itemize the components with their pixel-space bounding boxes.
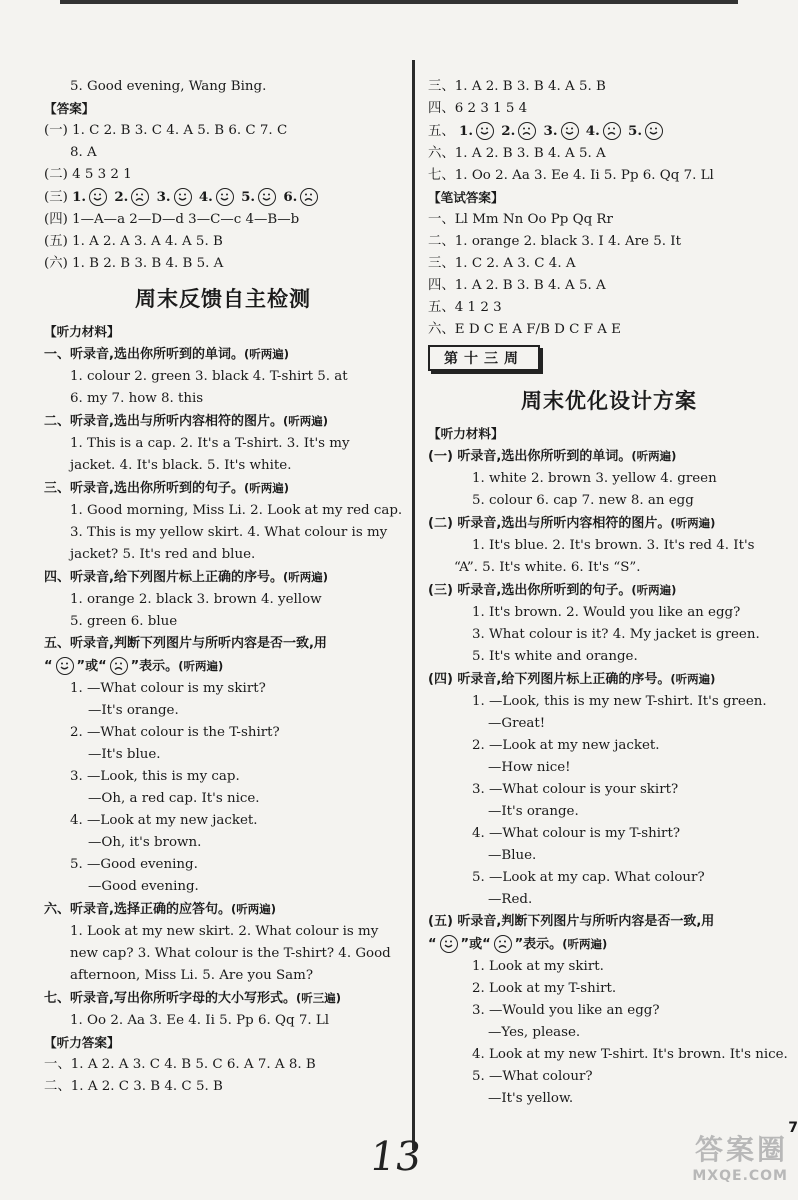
sad-face-icon: [300, 188, 318, 206]
answer-line: 三、1. C 2. A 3. C 4. A: [428, 256, 576, 271]
dialog-line: —Good evening.: [88, 879, 199, 894]
question-heading: (三) 听录音,选出你所听到的句子。: [428, 583, 632, 598]
answer-line: 三、1. A 2. B 3. B 4. A 5. B: [428, 79, 606, 94]
left-column: [44, 76, 402, 1098]
section-title: 周末反馈自主检测: [135, 287, 311, 311]
right-column: [428, 76, 790, 1110]
dialog-line: —Yes, please.: [488, 1025, 581, 1040]
item-num: 6.: [283, 189, 298, 205]
text-line: 1. It's blue. 2. It's brown. 3. It's red 4. It's: [472, 538, 755, 553]
listening-heading: 【听力材料】: [428, 426, 504, 441]
note: (听两遍): [243, 347, 289, 361]
dialog-line: —Great!: [488, 716, 546, 731]
note: (听两遍): [631, 583, 677, 597]
smile-face-icon: [89, 188, 107, 206]
tail-text: ”表示。: [130, 659, 179, 674]
smile-face-icon: [476, 122, 494, 140]
answer-line: 二、1. orange 2. black 3. I 4. Are 5. It: [428, 234, 681, 249]
dialog-line: 2. Look at my T-shirt.: [472, 981, 617, 996]
answer-line: 8. A: [70, 145, 97, 160]
dialog-line: 4. —What colour is my T-shirt?: [472, 826, 681, 841]
text-line: “A”. 5. It's white. 6. It's “S”.: [454, 560, 641, 575]
note: (听两遍): [282, 570, 328, 584]
text-line: 5. colour 6. cap 7. new 8. an egg: [472, 493, 694, 508]
answer-heading: 【答案】: [44, 101, 95, 116]
answer-line: (四) 1—A—a 2—D—d 3—C—c 4—B—b: [44, 212, 300, 227]
note: (听两遍): [282, 414, 328, 428]
dialog-line: 5. —What colour?: [472, 1069, 593, 1084]
dialog-line: 1. —What colour is my skirt?: [70, 681, 266, 696]
answer-line: 六、E D C E A F/B D C F A E: [428, 322, 621, 337]
smile-face-icon: [56, 657, 74, 675]
top-rule: [60, 0, 738, 4]
dialog-line: 1. —Look, this is my new T-shirt. It's green.: [472, 694, 767, 709]
answer-line: (一) 1. C 2. B 3. C 4. A 5. B 6. C 7. C: [44, 123, 288, 138]
dialog-line: —It's yellow.: [488, 1091, 574, 1106]
question-heading: 五、听录音,判断下列图片与所听内容是否一致,用: [44, 636, 327, 651]
written-answer-heading: 【笔试答案】: [428, 190, 504, 205]
text-line: 1. Look at my new skirt. 2. What colour is my: [70, 924, 379, 939]
dialog-line: —Blue.: [488, 848, 537, 863]
sad-face-icon: [494, 935, 512, 953]
or-text: ”或“: [76, 659, 107, 674]
dialog-line: 3. —Would you like an egg?: [472, 1003, 660, 1018]
text-line: 5. Good evening, Wang Bing.: [70, 79, 267, 94]
sad-face-icon: [110, 657, 128, 675]
or-text: ”或“: [460, 937, 491, 952]
question-heading: (五) 听录音,判断下列图片与所听内容是否一致,用: [428, 914, 715, 929]
dialog-line: —Red.: [488, 892, 533, 907]
text-line: 5. green 6. blue: [70, 614, 178, 629]
text-line: 3. This is my yellow skirt. 4. What colour is my: [70, 525, 388, 540]
dialog-line: 1. Look at my skirt.: [472, 959, 604, 974]
section-title: 周末优化设计方案: [521, 389, 697, 413]
text-line: 1. Good morning, Miss Li. 2. Look at my red cap.: [70, 503, 403, 518]
text-line: jacket? 5. It's red and blue.: [70, 547, 256, 562]
item-num: 3.: [156, 189, 171, 205]
text-line: new cap? 3. What colour is the T-shirt? 4. Good: [70, 946, 391, 961]
item-num: 3.: [543, 123, 558, 139]
column-divider: [412, 60, 415, 1150]
answer-line: 一、Ll Mm Nn Oo Pp Qq Rr: [428, 212, 613, 227]
sad-face-icon: [131, 188, 149, 206]
text-line: jacket. 4. It's black. 5. It's white.: [70, 458, 292, 473]
text-line: 1. colour 2. green 3. black 4. T-shirt 5. at: [70, 369, 348, 384]
watermark-url: MXQE.COM: [692, 1168, 788, 1184]
dialog-line: —Oh, it's brown.: [88, 835, 202, 850]
text-line: 1. white 2. brown 3. yellow 4. green: [472, 471, 717, 486]
question-heading: (一) 听录音,选出你所听到的单词。: [428, 449, 632, 464]
sad-face-icon: [603, 122, 621, 140]
quote: “: [44, 659, 53, 674]
dialog-line: —How nice!: [488, 760, 571, 775]
text-line: afternoon, Miss Li. 5. Are you Sam?: [70, 968, 314, 983]
listening-heading: 【听力材料】: [44, 324, 120, 339]
item-num: 2.: [501, 123, 516, 139]
item-num: 2.: [114, 189, 129, 205]
note: (听两遍): [178, 659, 224, 673]
question-heading: (四) 听录音,给下列图片标上正确的序号。: [428, 672, 671, 687]
item-num: 1.: [459, 123, 474, 139]
question-heading: (二) 听录音,选出与所听内容相符的图片。: [428, 516, 671, 531]
sad-face-icon: [518, 122, 536, 140]
answer-line: 四、1. A 2. B 3. B 4. A 5. A: [428, 278, 606, 293]
question-heading: 二、听录音,选出与所听内容相符的图片。: [44, 414, 283, 429]
dialog-line: 2. —Look at my new jacket.: [472, 738, 660, 753]
note: (听三遍): [295, 991, 341, 1005]
dialog-line: 3. —What colour is your skirt?: [472, 782, 679, 797]
answer-line: (六) 1. B 2. B 3. B 4. B 5. A: [44, 256, 224, 271]
note: (听两遍): [243, 481, 289, 495]
note: (听两遍): [230, 902, 276, 916]
question-heading: 七、听录音,写出你所听字母的大小写形式。: [44, 991, 296, 1006]
watermark: [692, 1128, 788, 1184]
dialog-line: 4. —Look at my new jacket.: [70, 813, 258, 828]
smile-face-icon: [258, 188, 276, 206]
text-line: 1. It's brown. 2. Would you like an egg?: [472, 605, 741, 620]
question-heading: 四、听录音,给下列图片标上正确的序号。: [44, 570, 283, 585]
question-heading: 三、听录音,选出你所听到的句子。: [44, 481, 244, 496]
page-number: 7: [788, 1120, 798, 1136]
tail-text: ”表示。: [514, 937, 563, 952]
question-heading: 一、听录音,选出你所听到的单词。: [44, 347, 244, 362]
answer-line: 四、6 2 3 1 5 4: [428, 101, 528, 116]
note: (听两遍): [670, 672, 716, 686]
smile-face-icon: [216, 188, 234, 206]
note: (听两遍): [562, 937, 608, 951]
dialog-line: —It's orange.: [488, 804, 579, 819]
label: 五、: [428, 124, 455, 139]
answer-line: 七、1. Oo 2. Aa 3. Ee 4. Ii 5. Pp 6. Qq 7. Ll: [428, 168, 714, 183]
smile-face-icon: [645, 122, 663, 140]
label: (三): [44, 190, 68, 205]
answer-line: 二、1. A 2. C 3. B 4. C 5. B: [44, 1079, 223, 1094]
dialog-line: —It's orange.: [88, 703, 179, 718]
dialog-line: 3. —Look, this is my cap.: [70, 769, 240, 784]
item-num: 5.: [241, 189, 256, 205]
listening-answer-heading: 【听力答案】: [44, 1035, 120, 1050]
question-heading: 六、听录音,选择正确的应答句。: [44, 902, 231, 917]
smile-face-icon: [440, 935, 458, 953]
item-num: 4.: [585, 123, 600, 139]
watermark-logo-text: 答案圈: [694, 1133, 788, 1166]
answer-line: 一、1. A 2. A 3. C 4. B 5. C 6. A 7. A 8. B: [44, 1057, 316, 1072]
dialog-line: —It's blue.: [88, 747, 161, 762]
dialog-line: 5. —Good evening.: [70, 857, 198, 872]
item-num: 5.: [628, 123, 643, 139]
handwritten-number: 13: [366, 1134, 425, 1180]
item-num: 4.: [198, 189, 213, 205]
answer-line-faces: [428, 120, 790, 143]
smile-face-icon: [561, 122, 579, 140]
text-line: 5. It's white and orange.: [472, 649, 638, 664]
text-line: 1. Oo 2. Aa 3. Ee 4. Ii 5. Pp 6. Qq 7. Ll: [70, 1013, 330, 1028]
note: (听两遍): [631, 449, 677, 463]
text-line: 3. What colour is it? 4. My jacket is green.: [472, 627, 760, 642]
answer-line: 五、4 1 2 3: [428, 300, 502, 315]
week-label: 第十三周: [428, 345, 540, 371]
quote: “: [428, 937, 437, 952]
answer-line: (二) 4 5 3 2 1: [44, 167, 132, 182]
item-num: 1.: [72, 189, 87, 205]
dialog-line: —Oh, a red cap. It's nice.: [88, 791, 260, 806]
note: (听两遍): [670, 516, 716, 530]
answer-line: 六、1. A 2. B 3. B 4. A 5. A: [428, 146, 606, 161]
dialog-line: 4. Look at my new T-shirt. It's brown. It's nice.: [472, 1047, 788, 1062]
dialog-line: 2. —What colour is the T-shirt?: [70, 725, 280, 740]
answer-line: (五) 1. A 2. A 3. A 4. A 5. B: [44, 234, 223, 249]
answer-line-faces: [44, 186, 402, 209]
text-line: 1. This is a cap. 2. It's a T-shirt. 3. It's my: [70, 436, 350, 451]
text-line: 6. my 7. how 8. this: [70, 391, 204, 406]
dialog-line: 5. —Look at my cap. What colour?: [472, 870, 705, 885]
text-line: 1. orange 2. black 3. brown 4. yellow: [70, 592, 322, 607]
smile-face-icon: [174, 188, 192, 206]
